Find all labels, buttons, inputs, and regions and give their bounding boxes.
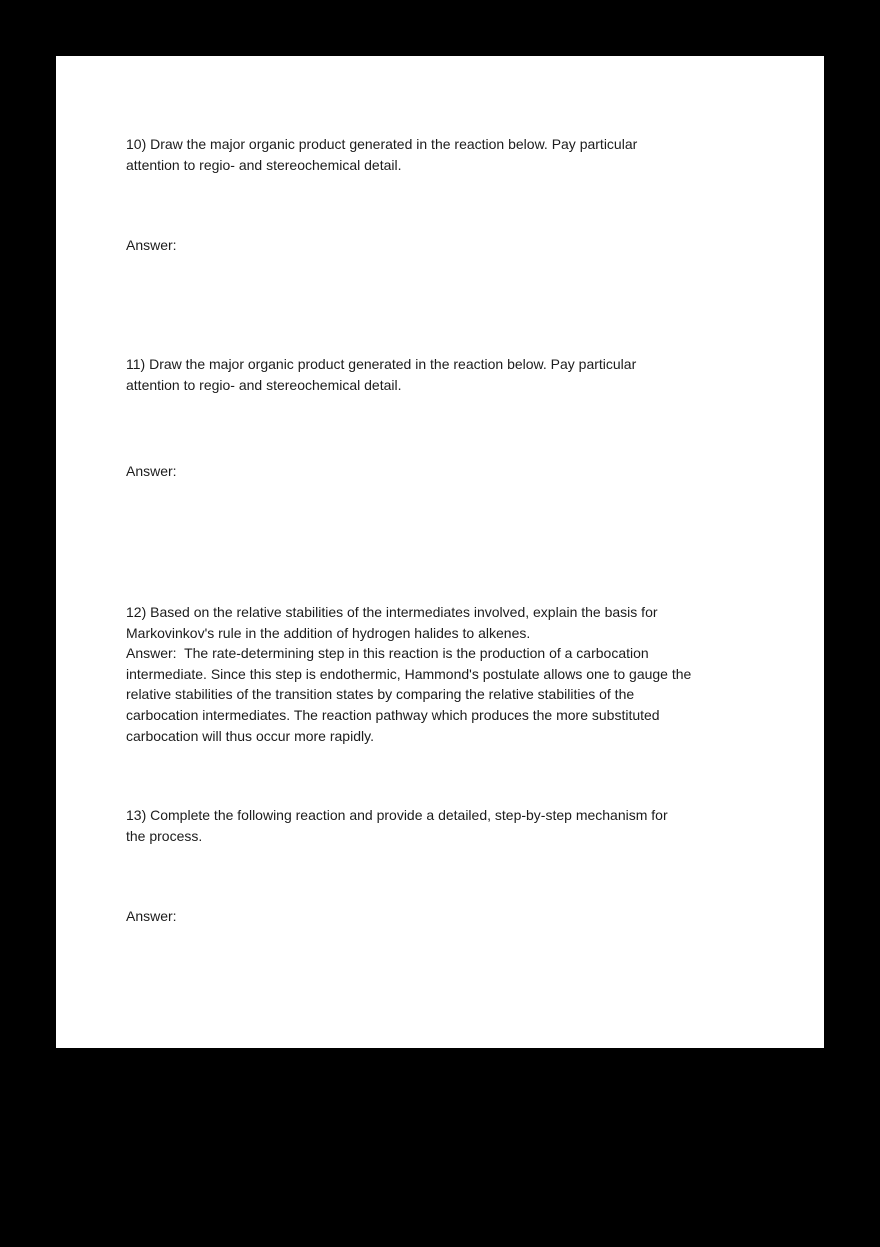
question-13-line-2: the process. [126, 827, 203, 844]
answer-label-q13 [126, 906, 177, 927]
document-page [56, 56, 824, 1048]
answer-label-q10-text: Answer: [126, 237, 177, 253]
question-10-line-2: attention to regio- and stereochemical detail. [126, 156, 402, 173]
question-12-answer-line-1: Answer: The rate-determining step in this reaction is the production of a carbocation [126, 645, 649, 662]
question-10-line-1: 10) Draw the major organic product generated in the reaction below. Pay particular [126, 136, 638, 152]
question-12-answer-line-2: intermediate. Since this step is endothermic, Hammond's postulate allows one to gauge the [126, 665, 692, 682]
question-12-line-1: 12) Based on the relative stabilities of the intermediates involved, explain the basis for [126, 604, 658, 620]
answer-label-q13-text: Answer: [126, 908, 177, 924]
question-12-line-2: Markovinkov's rule in the addition of hydrogen halides to alkenes. [126, 624, 531, 641]
question-12-answer-line-3: relative stabilities of the transition states by comparing the relative stabilities of the [126, 686, 635, 703]
question-10 [126, 134, 637, 175]
question-13 [126, 805, 668, 846]
question-12-answer-line-5: carbocation will thus occur more rapidly. [126, 727, 374, 744]
question-12-with-answer [126, 602, 691, 746]
question-11-line-2: attention to regio- and stereochemical detail. [126, 376, 402, 393]
question-11-line-1: 11) Draw the major organic product generated in the reaction below. Pay particular [126, 356, 637, 372]
question-11 [126, 354, 636, 395]
answer-label-q11-text: Answer: [126, 463, 177, 479]
answer-label-q11 [126, 461, 177, 482]
answer-label-q10 [126, 235, 177, 256]
question-12-answer-line-4: carbocation intermediates. The reaction pathway which produces the more substituted [126, 706, 660, 723]
question-13-line-1: 13) Complete the following reaction and provide a detailed, step-by-step mechanism for [126, 807, 668, 823]
